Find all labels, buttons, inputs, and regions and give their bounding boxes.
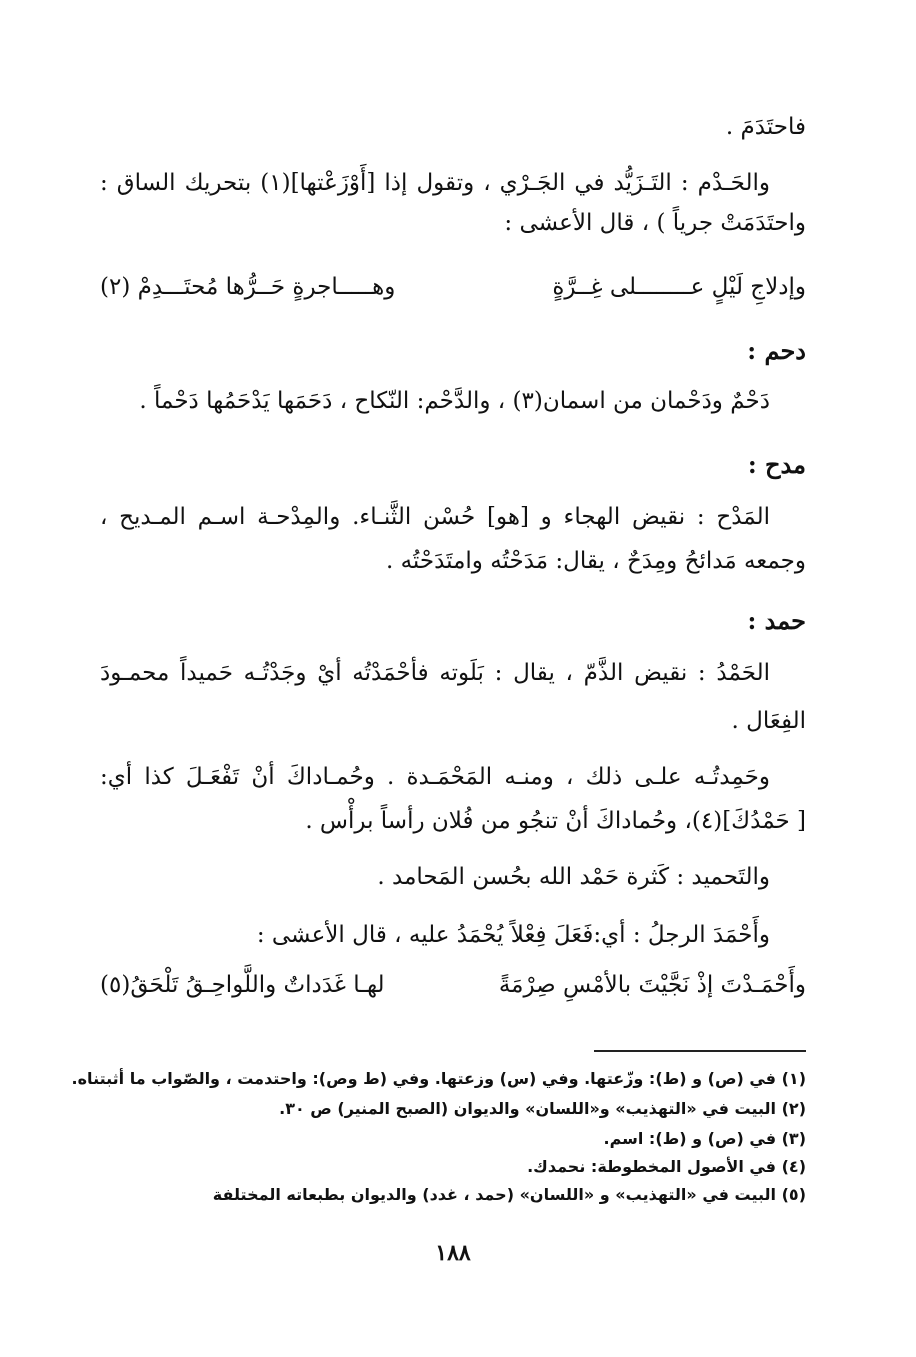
text-line: الفِعَال . (731, 708, 806, 734)
section-heading-dhm: دحم : (747, 336, 806, 365)
verse-hemistich-second: لهـا غَدَداتٌ واللَّواحِـقُ تَلْحَقُ(٥) (100, 972, 385, 998)
section-heading-hmd: حمد : (747, 606, 806, 635)
footnote-divider (594, 1050, 806, 1052)
text-line: فاحتَدَمَ . (725, 114, 806, 140)
verse-hemistich-first: وأَحْمَـدْتَ إذْ نَجَّيْتَ بالأمْسِ صِرْمَةً (498, 972, 806, 998)
verse-line (100, 270, 806, 304)
footnote: (٣) في (ص) و (ط): اسم. (603, 1129, 806, 1148)
page (71, 100, 806, 1300)
footnote: (٥) البيت في «التهذيب» و «اللسان» (حمد ، غدد) والديوان بطبعاته المختلفة (212, 1185, 806, 1204)
text-line: والتَحميد : كَثرة حَمْد الله بحُسن المَحامد . (377, 864, 770, 890)
text-line: الحَمْدُ : نقيض الذَّمّ ، يقال : بَلَوته فأحْمَدْتُه أيْ وجَدْتُـه حَميداً محمـودَ (100, 660, 770, 686)
text-line: وأَحْمَدَ الرجلُ : أي:فَعَلَ فِعْلاً يُحْمَدُ عليه ، قال الأعشى : (256, 922, 770, 948)
footnote: (٢) البيت في «التهذيب» و«اللسان» والديوان (الصبح المنير) ص ٣٠. (279, 1099, 806, 1118)
footnote: (٤) في الأصول المخطوطة: نحمدك. (527, 1157, 806, 1176)
text-line: والحَـدْم : التَـزَيُّد في الجَـرْي ، وتقول إذا [أَوْزَعْتها](١) بتحريك الساق : (100, 170, 770, 196)
text-line: وجمعه مَدائحُ ومِدَحٌ ، يقال: مَدَحْتُه وامتَدَحْتُه . (385, 548, 806, 574)
text-line: وحَمِدتُـه علـى ذلك ، ومنـه المَحْمَـدة . وحُمـاداكَ أنْ تَفْعَـلَ كذا أي: (100, 764, 770, 790)
text-line: المَدْح : نقيض الهجاء و [هو] حُسْن الثَّنـاء. والمِدْحـة اسـم المـديح ، (100, 504, 770, 530)
page-number: ١٨٨ (435, 1240, 471, 1266)
section-heading-mdh: مدح : (747, 450, 806, 479)
text-line: دَحْمٌ ودَحْمان من اسمان(٣) ، والدَّحْم: النّكاح ، دَحَمَها يَدْحَمُها دَحْماً . (139, 388, 770, 414)
verse-line (100, 968, 806, 1002)
verse-hemistich-first: وإدلاجِ لَيْلٍ عــــــــلى غِــرَّةٍ (552, 274, 806, 300)
footnote: (١) في (ص) و (ط): وزّعتها. وفي (س) وزعتها. وفي (ط وص): واحتدمت ، والصّواب ما أثبتناه. (71, 1069, 806, 1088)
text-line: واحتَدَمَتْ جرياً ) ، قال الأعشى : (504, 210, 806, 236)
text-line: [ حَمْدُكَ](٤)، وحُماداكَ أنْ تنجُو من فُلان رأساً برأْس . (305, 808, 806, 834)
verse-hemistich-second: وهـــــاجرةٍ حَــرُّها مُحتَـــدِمْ (٢) (100, 274, 396, 300)
